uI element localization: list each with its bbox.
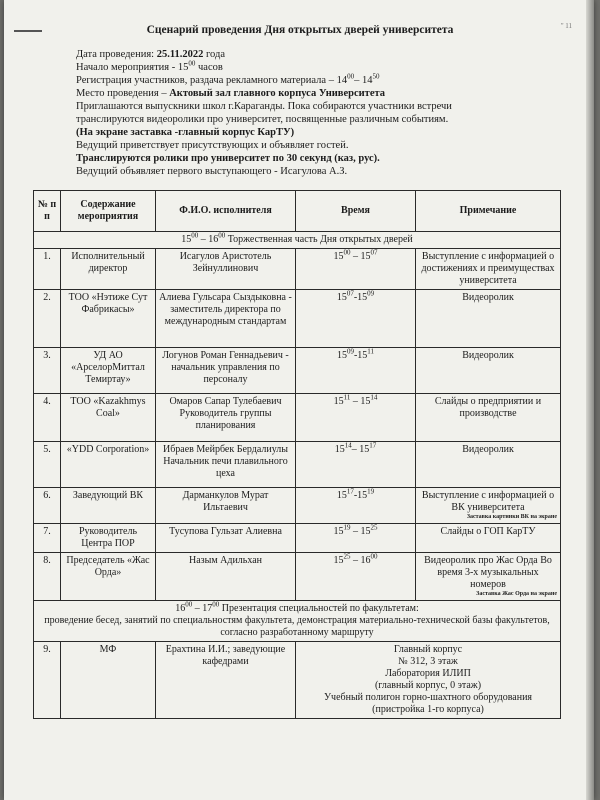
row-person: Логунов Роман Геннадьевич - начальник управления по персоналу	[156, 348, 296, 394]
section-row-presentation: $16^{00} - 17^{00}$ Презентация специальностей по факультетам: проведение бесед, занятий по специальностям факультета, демонстрация материально-технической базы факультетов, согласно разработанному маршруту	[34, 601, 561, 642]
row-person: Ерахтина И.И.; заведующие кафедрами	[156, 642, 296, 719]
row-num: 3.	[34, 348, 61, 394]
row-person: Омаров Сапар Тулебаевич Руководитель группы планирования	[156, 394, 296, 442]
row-event: МФ	[61, 642, 156, 719]
row-place	[296, 642, 561, 719]
row-note: Видеоролик	[416, 442, 561, 488]
table-row	[34, 442, 561, 488]
row-event: ТОО «Нэтиже Сут Фабрикасы»	[61, 290, 156, 348]
row-num: 7.	[34, 524, 61, 553]
intro-line-10: Ведущий объявляет первого выступающего - Исагулова А.З.	[76, 166, 348, 177]
row-event: «YDD Corporation»	[61, 442, 156, 488]
table-row	[34, 394, 561, 442]
row-time: $15^{11} - 15^{14}$	[296, 394, 416, 442]
intro-line-6: транслируются видеоролики про университет, посвященные различным событиям.	[76, 114, 449, 125]
table-row	[34, 553, 561, 601]
note-caption: Заставка картинки ВК на экране	[466, 514, 557, 520]
row-time: $15^{14}-$ $15^{17}$	[296, 442, 416, 488]
header-num: № п п	[34, 191, 61, 232]
row-person: Исагулов Аристотель Зейнуллинович	[156, 249, 296, 290]
table-row	[34, 249, 561, 290]
row-note: Видеоролик	[416, 348, 561, 394]
row-time: $15^{09}-15^{11}$	[296, 348, 416, 394]
place-line: Лаборатория ИЛИП	[385, 668, 471, 679]
place-line: Место проведения – Актовый зал главного корпуса Университета	[76, 88, 386, 99]
row-event: Руководитель Центра ПОР	[61, 524, 156, 553]
table-row	[34, 642, 561, 719]
row-num: 8.	[34, 553, 61, 601]
place-line: (пристройка 1-го корпуса)	[372, 704, 484, 715]
place-line: Главный корпус	[393, 644, 463, 655]
row-person: Дарманкулов Мурат Ильтаевич	[156, 488, 296, 524]
registration-line: Регистрация участников, раздача рекламного материала – $14^{00}-$ $14^{50}$	[76, 72, 380, 86]
page-mark: '' 11	[560, 22, 572, 30]
row-note: Видеоролик	[416, 290, 561, 348]
date-line: Дата проведения: 25.11.2022 года	[76, 49, 226, 60]
row-person: Алиева Гульсара Сыздыковна - заместитель директора по международным стандартам	[156, 290, 296, 348]
header-event: Содержание мероприятия	[61, 191, 156, 232]
intro-line-7: (На экране заставка -главный корпус КарТУ)	[76, 127, 295, 138]
row-event: УД АО «АрселорМиттал Темиртау»	[61, 348, 156, 394]
row-event: ТОО «Kazakhmys Coal»	[61, 394, 156, 442]
table-row	[34, 524, 561, 553]
intro-line-8: Ведущий приветствует присутствующих и объявляет гостей.	[76, 140, 349, 151]
row-note: Слайды о предприятии и производстве	[416, 394, 561, 442]
header-person: Ф.И.О. исполнителя	[156, 191, 296, 232]
intro-line-5: Приглашаются выпускники школ г.Караганды. Пока собираются участники встречи	[76, 101, 452, 112]
start-line: Начало мероприятия - $15^{00}$ часов	[76, 59, 223, 73]
row-time: $15^{19} - 15^{25}$	[296, 524, 416, 553]
row-note: Выступление с информацией о ВК университета Заставка картинки ВК на экране	[416, 488, 561, 524]
row-num: 4.	[34, 394, 61, 442]
row-person: Назым Адильхан	[156, 553, 296, 601]
note-caption: Заставка Жас Орда на экране	[476, 591, 557, 597]
place-line: Учебный полигон горно-шахтного оборудования	[323, 692, 533, 703]
intro-line-9: Транслируются ролики про университет по 30 секунд (каз, рус).	[76, 153, 380, 164]
row-event: Заведующий ВК	[61, 488, 156, 524]
table-row	[34, 488, 561, 524]
header-note: Примечание	[416, 191, 561, 232]
row-num: 5.	[34, 442, 61, 488]
row-num: 1.	[34, 249, 61, 290]
place-line: № 312, 3 этаж	[398, 656, 458, 667]
row-person: Ибраев Мейрбек Бердалиулы Начальник печи плавильного цеха	[156, 442, 296, 488]
row-note: Видеоролик про Жас Орда Во время 3-х музыкальных номеров Заставка Жас Орда на экране	[416, 553, 561, 601]
place-line: (главный корпус, 0 этаж)	[374, 680, 482, 691]
schedule-table	[33, 190, 561, 719]
row-event: Исполнительный директор	[61, 249, 156, 290]
row-time: $15^{17}-15^{19}$	[296, 488, 416, 524]
header-time: Время	[296, 191, 416, 232]
document-title: Сценарий проведения Дня открытых дверей университета	[146, 24, 454, 36]
row-num: 9.	[34, 642, 61, 719]
table-body	[34, 249, 561, 601]
row-num: 2.	[34, 290, 61, 348]
table-row	[34, 348, 561, 394]
row-event: Председатель «Жас Орда»	[61, 553, 156, 601]
section-row-ceremony: $15^{00} - 16^{00}$ Торжественная часть Дня открытых дверей	[34, 232, 561, 249]
row-time: $15^{00} - 15^{07}$	[296, 249, 416, 290]
row-note: Выступление с информацией о достижениях и преимуществах университета	[416, 249, 561, 290]
row-time: $15^{07}-15^{09}$	[296, 290, 416, 348]
table-header-row	[34, 191, 561, 232]
intro-block	[76, 48, 516, 178]
page-edge	[586, 0, 594, 800]
row-num: 6.	[34, 488, 61, 524]
table-row	[34, 290, 561, 348]
row-person: Тусупова Гульзат Алиевна	[156, 524, 296, 553]
row-note: Слайды о ГОП КарТУ	[416, 524, 561, 553]
row-time: $15^{25} - 16^{00}$	[296, 553, 416, 601]
